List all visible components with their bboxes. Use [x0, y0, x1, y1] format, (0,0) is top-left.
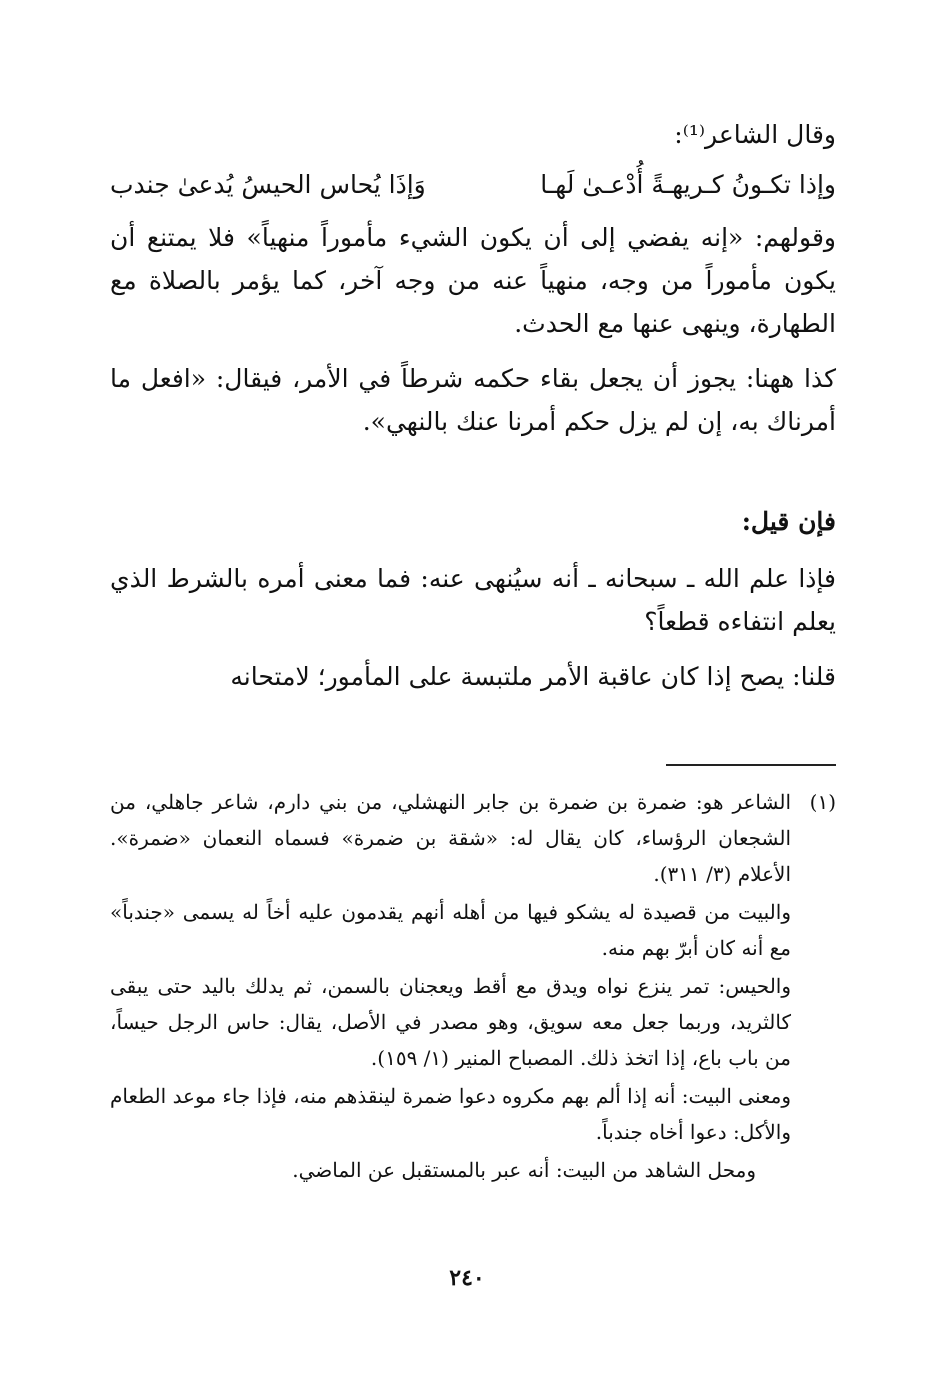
page-number: ٢٤٠ — [449, 1265, 485, 1291]
footnote-divider — [666, 764, 836, 766]
footnote-1-text: الشاعر هو: ضمرة بن ضمرة بن جابر النهشلي، من بني دارم، شاعر جاهلي، من الشجعان الرؤساء، كان يقال له: «شقة بن ضمرة» فسماه النعمان «ضمرة». الأعلام (٣/ ٣١١). — [110, 790, 791, 886]
footnote-paragraph-4: ومعنى البيت: أنه إذا ألم بهم مكروه دعوا ضمرة لينقذهم منه، فإذا جاء موعد الطعام والأكل: دعوا أخاه جندباً. — [110, 1084, 791, 1144]
paragraph-4: قلنا: يصح إذا كان عاقبة الأمر ملتبسة على المأمور؛ لامتحانه — [230, 662, 836, 691]
footnote-number: (١) — [809, 790, 836, 814]
poetry-verse — [110, 162, 836, 216]
paragraph-3: فإذا علم الله ـ سبحانه ـ أنه سيُنهى عنه: فما معنى أمره بالشرط الذي يعلم انتفاءه قطعاً؟ — [110, 564, 836, 636]
page-body — [110, 112, 836, 1322]
footnote-paragraph-2: والبيت من قصيدة له يشكو فيها من أهله أنهم يقدمون عليه أخاً له يسمى «جندباً» مع أنه كان أبرّ بهم منه. — [110, 900, 791, 960]
footnote-paragraph-3: والحيس: تمر ينزع نواه ويدق مع أقط ويعجنان بالسمن، ثم يدلك باليد حتى يبقى كالثريد، وربما جعل معه سويق، وهو مصدر في الأصل، يقال: حاس الرجل حيساً، من باب باع، إذا اتخذ ذلك. المصباح المنير (١/ ١٥٩). — [110, 974, 791, 1070]
footnotes — [110, 784, 836, 1190]
footnote-paragraph-5: ومحل الشاهد من البيت: أنه عبر بالمستقبل عن الماضي. — [292, 1158, 756, 1182]
poet-intro: وقال الشاعر⁽¹⁾: — [674, 120, 836, 149]
main-text — [110, 112, 836, 698]
paragraph-1: وقولهم: «إنه يفضي إلى أن يكون الشيء مأموراً منهياً» فلا يمتنع أن يكون مأموراً من وجه، منهياً عنه من وجه آخر، كما يؤمر بالصلاة مع الطهارة، وينهى عنها مع الحدث. — [110, 223, 836, 338]
footnote-1 — [110, 784, 836, 892]
verse-first-hemistich: وإذا تكـونُ كـريهـةً أُدْعـىٰ لَهـا — [540, 170, 836, 199]
verse-second-hemistich: وَإذَا يُحاس الحيسُ يُدعىٰ جندب — [110, 170, 426, 199]
section-heading: فإن قيل: — [741, 507, 836, 536]
paragraph-2: كذا ههنا: يجوز أن يجعل بقاء حكمه شرطاً في الأمر، فيقال: «افعل ما أمرناك به، إن لم يزل حكم أمرنا عنك بالنهي». — [110, 364, 836, 436]
